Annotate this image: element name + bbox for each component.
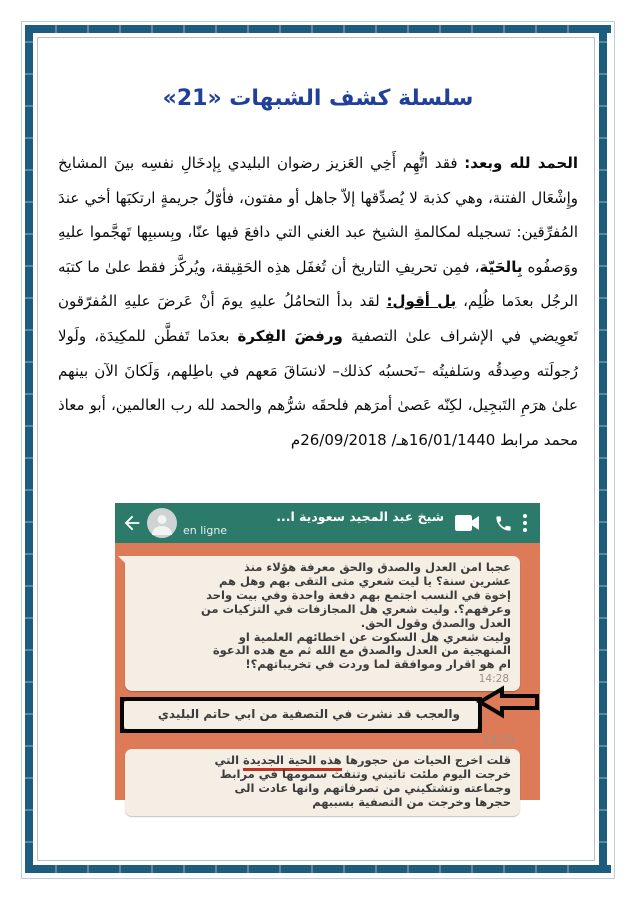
message-line: قلت اخرج الحيات من حجورها هذه الحية الجديدة التي bbox=[134, 754, 511, 768]
video-call-icon bbox=[454, 512, 480, 534]
page-border-left-band bbox=[25, 25, 33, 873]
message-line: العدل والصدق وقول الحق. bbox=[360, 615, 511, 630]
contact-avatar bbox=[147, 508, 177, 538]
article-run: بعدَما تَفطَّن للمكِيدَة، ولَولا رُجولَته وصِدقُه وسَلفيتُه –نَحسبُه كذلك– لانسَاقَ مَعهم في باطِلهم، وَلَكانَ الآن بينهم علىٰ هرَمِ التَبجِيل، لكِنّه عَصىٰ أمرَهم فلحقَه شرُّهم والحمد لله رب العالمين، أبو معاذ محمد مرابط 16/01/1440هـ/ 26/09/2018م bbox=[58, 326, 578, 449]
message-line: حجرها وخرجت من التصفية بسببهم bbox=[312, 794, 511, 809]
article-run: بل أقول: bbox=[386, 292, 457, 311]
message-line: ام هو اقرار وموافقة لما وردت في تخريباتهم؟! bbox=[245, 657, 511, 672]
chat-area bbox=[115, 543, 540, 809]
whatsapp-header bbox=[115, 503, 540, 543]
message-line: وجماعته وتشتكيني من تصرفاتهم وانها عادت الى bbox=[234, 780, 511, 795]
message-line: وليت شعري هل السكوت عن اخطائهم العلمية او bbox=[238, 629, 511, 644]
hand-drawn-left-arrow-icon bbox=[478, 687, 540, 721]
message-1-time: 14:28 bbox=[478, 673, 509, 686]
contact-online-status: en ligne bbox=[183, 524, 228, 537]
chat-message-3 bbox=[125, 749, 520, 816]
message-2-text: والعجب قد نشرت في التصفية من ابي حاتم البليدي bbox=[157, 707, 460, 722]
article-run: ، فمِن تحريفِ التاريخ أن تُغفَل هذِه الحَقِيقة، ويُركَّز فقط علىٰ ما كتبَه الرجُل بعدَما ظُلِم، bbox=[58, 257, 578, 311]
page-border-bottom-band bbox=[25, 865, 611, 873]
chat-message-1 bbox=[125, 556, 520, 691]
message-1-text bbox=[134, 561, 511, 672]
back-arrow-icon bbox=[121, 512, 143, 534]
page-title: سلسلة كشف الشبهات «21» bbox=[162, 86, 474, 111]
message-line: وعرفهم؟. وليت شعري هل المجازفات في التزكيات من bbox=[200, 601, 511, 616]
message-3-text bbox=[134, 754, 511, 810]
message-2-time: 14:30 bbox=[483, 734, 514, 747]
article-paragraph bbox=[58, 146, 578, 457]
whatsapp-screenshot bbox=[115, 503, 540, 809]
chat-message-2 bbox=[124, 701, 478, 729]
contact-identity bbox=[183, 509, 444, 537]
message-line: خرجت اليوم ملئت تاتيني وتنفث سمومها في مرابط bbox=[219, 766, 511, 781]
message-line: المنهجية من العدل والصدق مع الله ثم مع هده الدعوة bbox=[212, 643, 511, 658]
contact-name: شيخ عبد المجيد سعودية ا... bbox=[276, 509, 444, 524]
phone-icon bbox=[490, 512, 516, 534]
black-highlight-box bbox=[120, 697, 482, 733]
article-run: بِالحَيّة bbox=[479, 257, 523, 276]
message-line: إخوة في النسب اجتمع بهم دفعة واحدة وفي بيت واحد bbox=[206, 587, 511, 602]
article-run: ورفضَ الفِكرة bbox=[237, 326, 343, 345]
article-run: لقد بدأ التحامُلُ عليهِ يومَ أنْ عَرضَ عليهِ المُفرّقون تَعوِيضي في الإشراف علىٰ التصفية bbox=[58, 292, 578, 345]
message-line: عشرين سنة؟ يا ليت شعري متى التقى بهم وهل هم bbox=[219, 573, 511, 588]
kebab-menu-icon bbox=[518, 512, 532, 534]
page-border-top-band bbox=[25, 25, 611, 33]
message-line: عجبا امن العدل والصدق والحق معرفة هؤلاء منذ bbox=[243, 560, 511, 574]
article-run: الحمد لله وبعد: bbox=[464, 154, 579, 172]
page-border-right-band bbox=[599, 25, 607, 873]
red-underlined-phrase: هذه الحية الجديدة bbox=[243, 753, 342, 771]
article-run: فقد اتُّهِم أَخِي العَزيز رضوان البليدي بِإدخَالِ نفسِه بينَ المشايخ وإِشْعَال الفتنة، وهي كذبة لا يُصدِّقها إلاّ جاهل أو مفتون، فأوّلُ جريمةٍ ارتكبَها أخي عندَ المُفرِّقين: تسجيله لمكالمةِ الشيخ عبد الغني التي دافعَ فيها عنّا، وبِسببِها تَهجَّموا عليهِ ووَصفُوه bbox=[58, 154, 578, 276]
